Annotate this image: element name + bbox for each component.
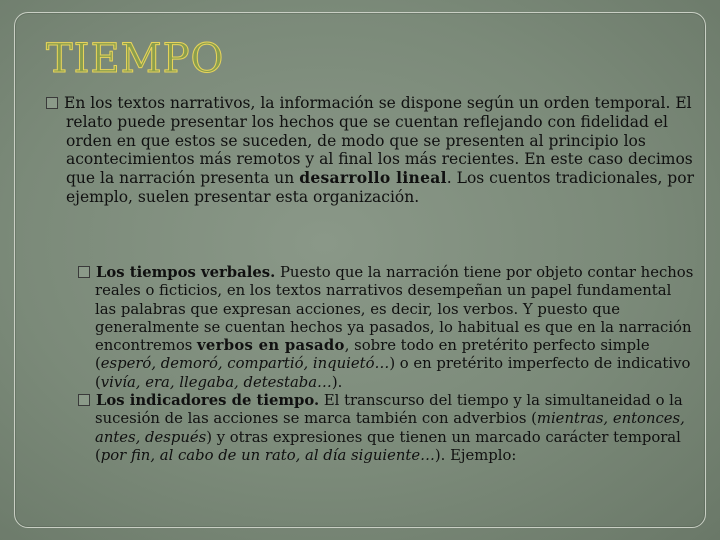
sub-bullet-time-indicators (78, 392, 696, 465)
slide-title: TIEMPO (46, 36, 225, 82)
checkbox-bullet-icon (78, 266, 90, 278)
sub2-text-3: ). Ejemplo: (434, 446, 517, 464)
sub1-term: verbos en pasado (197, 337, 345, 355)
main-text-1: En los textos narrativos, la información se dispone según un orden temporal. El relato puede presentar los hechos que se cuentan reflejando con fidelidad el orden en que estos se suceden, de modo que se presenten al principio los acontecimientos más remotos y al final los más recientes. En este caso decimos que la narración presenta un (64, 94, 693, 188)
checkbox-bullet-icon (78, 394, 90, 406)
main-bullet-paragraph (46, 94, 716, 207)
checkbox-bullet-icon (46, 97, 58, 109)
sub2-examples-2: por fin, al cabo de un rato, al día siguiente… (100, 446, 435, 464)
sub2-text-1: El transcurso del tiempo y la simultaneidad o la sucesión de las acciones se marca también con adverbios ( (95, 392, 683, 428)
sub2-examples-1: mientras, entonces, antes, después (95, 410, 685, 446)
sub1-lead: Los tiempos verbales. (96, 264, 276, 281)
sub2-text-2: ) y otras expresiones que tienen un marcado carácter temporal ( (95, 428, 681, 464)
sub-bullet-verb-tenses (78, 264, 696, 392)
sub2-lead: Los indicadores de tiempo. (96, 392, 320, 410)
sub1-examples-1: esperó, demoró, compartió, inquietó… (100, 355, 390, 373)
main-term: desarrollo lineal (299, 168, 447, 188)
sub-bullet-list (78, 264, 696, 465)
sub1-text-4: ). (331, 373, 343, 391)
sub1-examples-2: vivía, era, llegaba, detestaba… (100, 373, 332, 391)
sub1-text-2: , sobre todo en pretérito perfecto simple ( (95, 337, 650, 373)
sub1-text-3: ) o en pretérito imperfecto de indicativo ( (95, 355, 691, 391)
main-text-2: . Los cuentos tradicionales, por ejemplo, suelen presentar esta organización. (66, 169, 694, 206)
sub1-text-1: Puesto que la narración tiene por objeto contar hechos reales o ficticios, en los textos narrativos desempeñan un papel fundamental las palabras que expresan acciones, es decir, los verbos. Y puesto que generalmente se cuentan hechos ya pasados, lo habitual es que en la narración encontremos (95, 264, 694, 355)
